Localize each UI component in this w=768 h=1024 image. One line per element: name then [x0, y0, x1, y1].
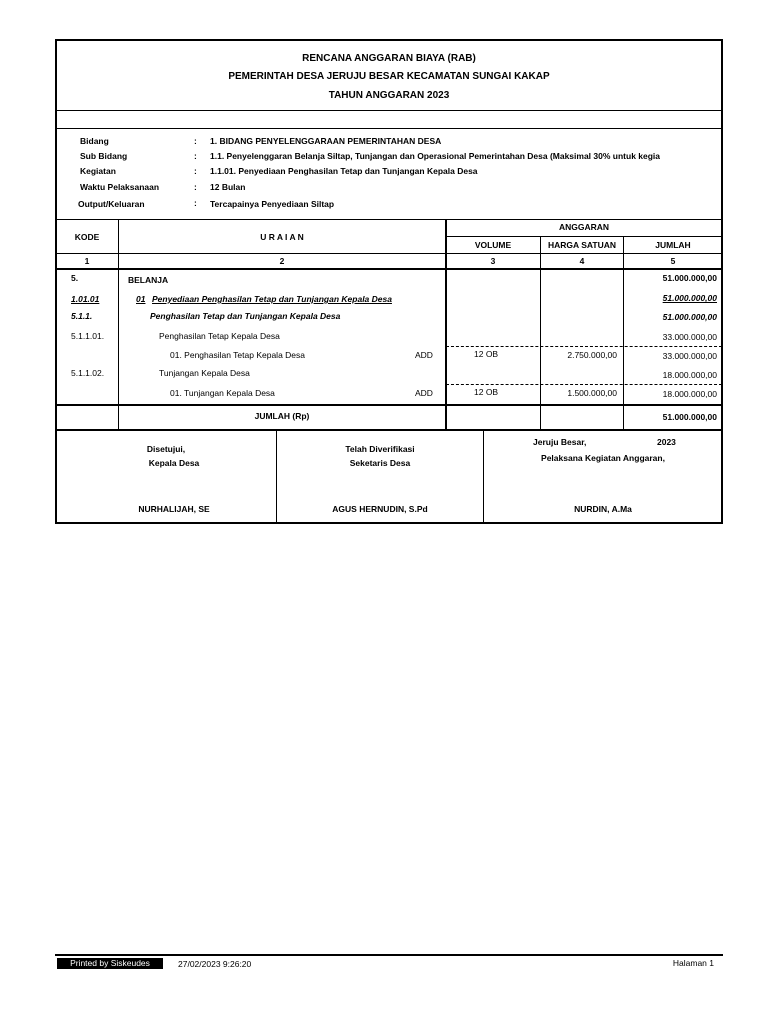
doc-subtitle: PEMERINTAH DESA JERUJU BESAR KECAMATAN SUNGAI KAKAP	[228, 71, 550, 82]
info-value-waktu: 12 Bulan	[210, 182, 246, 192]
row-kegiatan-uraian: Penyediaan Penghasilan Tetap dan Tunjangan Kepala Desa	[152, 294, 392, 304]
row-obj1-uraian: Penghasilan Tetap Kepala Desa	[159, 331, 280, 341]
row-sub-uraian: Penghasilan Tetap dan Tunjangan Kepala Desa	[150, 311, 341, 321]
info-label-bidang: Bidang	[80, 136, 109, 146]
info-label-waktu: Waktu Pelaksanaan	[80, 182, 160, 192]
table-top-line	[56, 219, 722, 220]
sig-middle-name: AGUS HERNUDIN, S.Pd	[332, 504, 428, 514]
row-item1-src: ADD	[415, 350, 433, 360]
row-belanja-kode: 5.	[71, 273, 79, 283]
info-colon: :	[194, 151, 197, 161]
info-colon: :	[194, 136, 197, 146]
info-value-bidang: 1. BIDANG PENYELENGGARAAN PEMERINTAHAN DESA	[210, 136, 442, 146]
row-sub-kode: 5.1.1.	[71, 311, 93, 321]
col-number: 3	[490, 256, 496, 266]
sig-left-name: NURHALIJAH, SE	[138, 504, 210, 514]
sig-right-place: Jeruju Besar,	[533, 437, 587, 447]
col-number: 4	[579, 256, 585, 266]
row-obj1-kode: 5.1.1.01.	[71, 331, 105, 341]
info-label-output: Output/Keluaran	[78, 199, 145, 209]
total-label: JUMLAH (Rp)	[254, 411, 310, 421]
sig-middle-line1: Telah Diverifikasi	[345, 444, 415, 454]
row-item2-jumlah: 18.000.000,00	[662, 389, 717, 399]
info-colon: :	[194, 198, 197, 208]
col-number: 2	[279, 256, 285, 266]
row-obj2-kode: 5.1.1.02.	[71, 368, 105, 378]
sig-middle-line2: Seketaris Desa	[349, 458, 411, 468]
col-header-anggaran: ANGGARAN	[558, 222, 610, 232]
doc-title: RENCANA ANGGARAN BIAYA (RAB)	[302, 53, 476, 64]
info-value-output: Tercapainya Penyediaan Siltap	[210, 199, 335, 209]
sig-right-name: NURDIN, A.Ma	[574, 504, 632, 514]
row-item1-jumlah: 33.000.000,00	[662, 351, 717, 361]
row-item1-uraian: 01. Penghasilan Tetap Kepala Desa	[170, 350, 305, 360]
footer-line	[55, 954, 723, 956]
row-item2-harga: 1.500.000,00	[567, 388, 617, 398]
row-obj2-uraian: Tunjangan Kepala Desa	[159, 368, 250, 378]
row-item2-uraian: 01. Tunjangan Kepala Desa	[170, 388, 275, 398]
col-number: 5	[670, 256, 676, 266]
page-number: Halaman 1	[672, 958, 714, 968]
row-dashed-divider	[446, 346, 722, 347]
divider	[56, 128, 722, 129]
info-label-kegiatan: Kegiatan	[80, 166, 116, 176]
total-value: 51.000.000,00	[662, 412, 717, 422]
row-item1-volume: 12 OB	[474, 349, 499, 359]
col-header-harga-satuan: HARGA SATUAN	[548, 240, 616, 250]
anggaran-divider	[446, 236, 722, 237]
info-label-sub-bidang: Sub Bidang	[80, 151, 128, 161]
sig-right-line2: Pelaksana Kegiatan Anggaran,	[541, 453, 665, 463]
row-belanja-uraian: BELANJA	[128, 275, 169, 285]
row-item1-harga: 2.750.000,00	[567, 350, 617, 360]
row-kegiatan-num: 01	[136, 294, 146, 304]
col-header-uraian: U R A I A N	[260, 232, 304, 242]
info-value-kegiatan: 1.1.01. Penyediaan Penghasilan Tetap dan Tunjangan Kepala Desa	[210, 166, 478, 176]
info-colon: :	[194, 182, 197, 192]
info-colon: :	[194, 166, 197, 176]
sig-right-year: 2023	[657, 437, 676, 447]
doc-year: TAHUN ANGGARAN 2023	[328, 90, 450, 101]
divider	[56, 110, 722, 111]
col-number: 1	[84, 256, 90, 266]
row-kegiatan-jumlah: 51.000.000,00	[662, 293, 717, 303]
sig-left-line2: Kepala Desa	[148, 458, 200, 468]
printed-by-badge: Printed by Siskeudes	[57, 958, 163, 969]
row-item2-src: ADD	[415, 388, 433, 398]
row-item2-volume: 12 OB	[474, 387, 499, 397]
total-bottom-line	[56, 429, 722, 431]
info-value-sub-bidang: 1.1. Penyelenggaran Belanja Siltap, Tunjangan dan Operasional Pemerintahan Desa (Maksimal 30% untuk kegia	[210, 151, 661, 161]
row-dashed-divider	[446, 384, 722, 385]
row-obj1-jumlah: 33.000.000,00	[662, 332, 717, 342]
total-top-line	[56, 404, 722, 406]
print-timestamp: 27/02/2023 9:26:20	[178, 959, 252, 969]
row-obj2-jumlah: 18.000.000,00	[662, 370, 717, 380]
sig-left-line1: Disetujui,	[146, 444, 186, 454]
col-header-kode: KODE	[74, 232, 100, 242]
row-kegiatan-kode: 1.01.01	[71, 294, 100, 304]
col-header-volume: VOLUME	[474, 240, 512, 250]
row-belanja-jumlah: 51.000.000,00	[662, 273, 717, 283]
row-sub-jumlah: 51.000.000,00	[662, 312, 717, 322]
col-header-jumlah: JUMLAH	[655, 240, 691, 250]
col-divider	[118, 219, 119, 431]
